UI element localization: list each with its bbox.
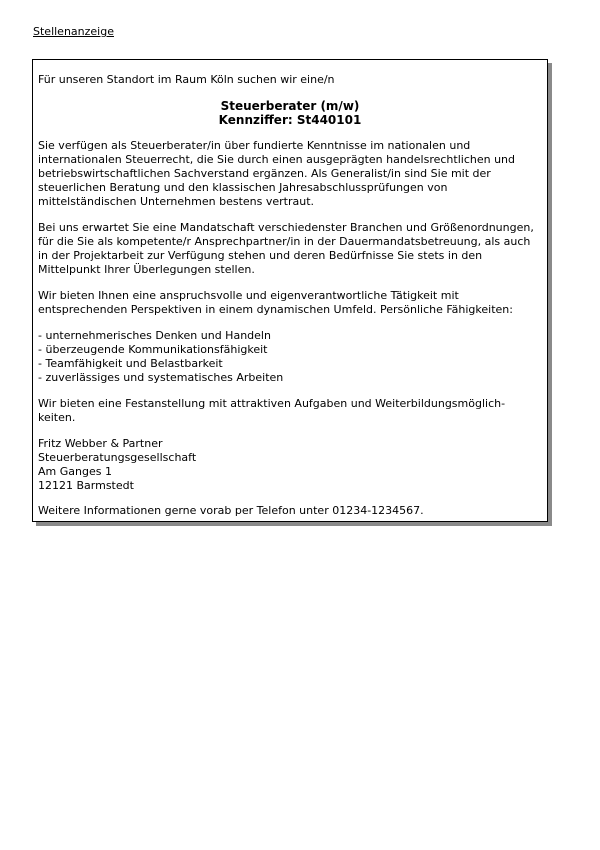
list-item: - zuverlässiges und systematisches Arbeiten (38, 371, 284, 384)
list-item: - überzeugende Kommunikationsfähigkeit (38, 343, 268, 356)
company-street: Am Ganges 1 (38, 465, 112, 478)
list-item: - unternehmerisches Denken und Handeln (38, 329, 271, 342)
stellenanzeige-link[interactable]: Stellenanzeige (33, 25, 114, 38)
company-name: Fritz Webber & Partner (38, 437, 163, 450)
ad-paragraph-qualifications: Sie verfügen als Steuerberater/in über fundierte Kenntnisse im nationalen und internationalen Steuerrecht, die Sie durch einen ausgeprägten handelsrechtlichen und betriebswirtschaftlichen Sachverstand ergänzen. Als Generalist/in sind Sie mit der steuerlichen Beratung und den klassischen Jahresabschlussprüfungen von mittelständischen Unternehmen bestens vertraut. (38, 139, 516, 208)
ad-intro: Für unseren Standort im Raum Köln suchen wir eine/n (38, 73, 335, 86)
job-reference: Kennziffer: St440101 (218, 113, 362, 127)
company-city: 12121 Barmstedt (38, 479, 134, 492)
skills-list (38, 329, 542, 385)
list-item: - Teamfähigkeit und Belastbarkeit (38, 357, 223, 370)
company-type: Steuerberatungsgesellschaft (38, 451, 197, 464)
ad-employment-offer: Wir bieten eine Festanstellung mit attraktiven Aufgaben und Weiterbildungsmöglich-keiten. (38, 397, 506, 424)
ad-paragraph-expectations: Bei uns erwartet Sie eine Mandatschaft verschiedenster Branchen und Größenordnungen, für die Sie als kompetente/r Ansprechpartner/in in der Dauermandatsbetreuung, als auch in der Projektarbeit zur Verfügung stehen und deren Bedürfnisse Sie stets in den Mittelpunkt Ihrer Überlegungen stellen. (38, 221, 534, 276)
contact-info: Weitere Informationen gerne vorab per Telefon unter 01234-1234567. (38, 504, 424, 517)
ad-paragraph-offer: Wir bieten Ihnen eine anspruchsvolle und eigenverantwortliche Tätigkeit mit entsprechenden Perspektiven in einem dynamischen Umfeld. Persönliche Fähigkeiten: (38, 289, 513, 316)
company-address (38, 437, 542, 493)
job-title: Steuerberater (m/w) (220, 99, 360, 113)
job-ad-box (32, 59, 548, 522)
